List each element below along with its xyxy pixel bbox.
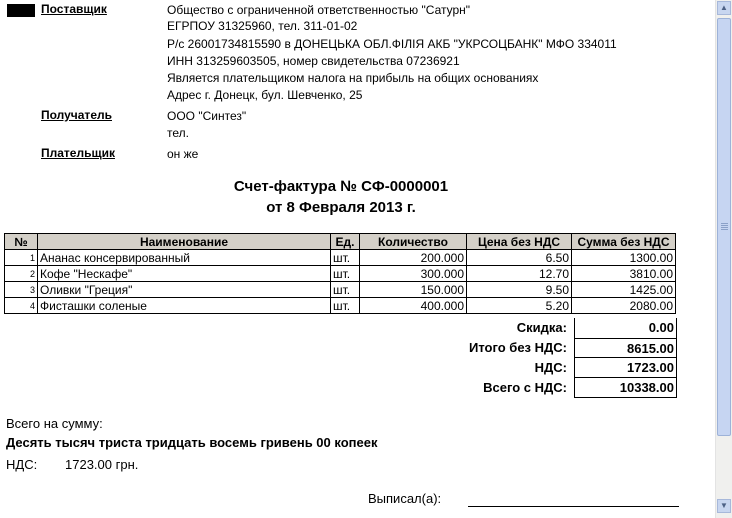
vat-label: НДС:: [534, 360, 567, 375]
row-price: 6.50: [467, 250, 572, 266]
grip-line: [721, 227, 728, 228]
discount-label: Скидка:: [516, 320, 567, 335]
col-header-number: №: [5, 234, 38, 250]
table-row: [5, 282, 676, 298]
scroll-up-button[interactable]: [717, 1, 731, 15]
row-sum: 3810.00: [572, 266, 676, 282]
items-table: [4, 233, 676, 314]
row-name: Ананас консервированный: [38, 250, 331, 266]
signature-line: [468, 506, 679, 507]
row-number: 4: [5, 298, 38, 314]
signature-label: Выписал(а):: [368, 491, 442, 506]
table-header-row: [5, 234, 676, 250]
grand-total-value: 10338.00: [574, 377, 677, 398]
payer-label: Плательщик: [41, 146, 115, 160]
grip-line: [721, 225, 728, 226]
supplier-line: Общество с ограниченной ответственностью "Сатурн": [167, 3, 471, 17]
row-unit: шт.: [331, 250, 360, 266]
supplier-line: Является плательщиком налога на прибыль на общих основаниях: [167, 71, 539, 85]
invoice-date: от 8 Февраля 2013 г.: [266, 199, 416, 216]
row-price: 5.20: [467, 298, 572, 314]
row-quantity: 400.000: [360, 298, 467, 314]
supplier-line: ЕГРПОУ 31325960, тел. 311-01-02: [167, 19, 358, 33]
row-number: 1: [5, 250, 38, 266]
grip-line: [721, 229, 728, 230]
row-quantity: 200.000: [360, 250, 467, 266]
row-unit: шт.: [331, 298, 360, 314]
row-unit: шт.: [331, 282, 360, 298]
col-header-name: Наименование: [38, 234, 331, 250]
recipient-line: ООО "Синтез": [167, 109, 247, 123]
table-row: [5, 298, 676, 314]
row-sum: 2080.00: [572, 298, 676, 314]
row-quantity: 150.000: [360, 282, 467, 298]
supplier-line: ИНН 313259603505, номер свидетельства 07236921: [167, 54, 460, 68]
vertical-scrollbar[interactable]: [715, 0, 732, 518]
supplier-line: Адрес г. Донецк, бул. Шевченко, 25: [167, 88, 363, 102]
table-row: [5, 250, 676, 266]
col-header-quantity: Количество: [360, 234, 467, 250]
supplier-label: Поставщик: [41, 2, 107, 16]
discount-value: 0.00: [574, 318, 677, 338]
table-row: [5, 266, 676, 282]
row-name: Оливки "Греция": [38, 282, 331, 298]
supplier-line: Р/с 26001734815590 в ДОНЕЦЬКА ОБЛ.ФІЛІЯ АКБ "УКРСОЦБАНК" МФО 334011: [167, 37, 617, 51]
recipient-label: Получатель: [41, 108, 112, 122]
invoice-title: Счет-фактура № СФ-0000001: [233, 178, 449, 195]
scroll-thumb[interactable]: [717, 18, 731, 436]
vat-summary-value: 1723.00 грн.: [65, 457, 139, 472]
row-quantity: 300.000: [360, 266, 467, 282]
row-sum: 1425.00: [572, 282, 676, 298]
col-header-unit: Ед.: [331, 234, 360, 250]
total-sum-label: Всего на сумму:: [6, 416, 103, 431]
black-marker: [7, 4, 35, 17]
row-price: 9.50: [467, 282, 572, 298]
row-number: 3: [5, 282, 38, 298]
row-price: 12.70: [467, 266, 572, 282]
grip-line: [721, 223, 728, 224]
scroll-down-button[interactable]: [717, 499, 731, 513]
row-name: Фисташки соленые: [38, 298, 331, 314]
total-sum-words: Десять тысяч триста тридцать восемь гривень 00 копеек: [6, 435, 378, 450]
col-header-sum: Сумма без НДС: [572, 234, 676, 250]
grand-total-label: Всего с НДС:: [483, 380, 567, 395]
payer-value: он же: [167, 147, 199, 161]
row-unit: шт.: [331, 266, 360, 282]
col-header-price: Цена без НДС: [467, 234, 572, 250]
recipient-line: тел.: [167, 126, 189, 140]
chevron-down-icon: ▼: [720, 501, 728, 510]
row-name: Кофе "Нескафе": [38, 266, 331, 282]
vat-summary-label: НДС:: [6, 457, 38, 472]
chevron-up-icon: ▲: [720, 3, 728, 12]
row-number: 2: [5, 266, 38, 282]
subtotal-label: Итого без НДС:: [469, 340, 567, 355]
vat-value: 1723.00: [574, 358, 677, 378]
row-sum: 1300.00: [572, 250, 676, 266]
subtotal-value: 8615.00: [574, 338, 677, 358]
